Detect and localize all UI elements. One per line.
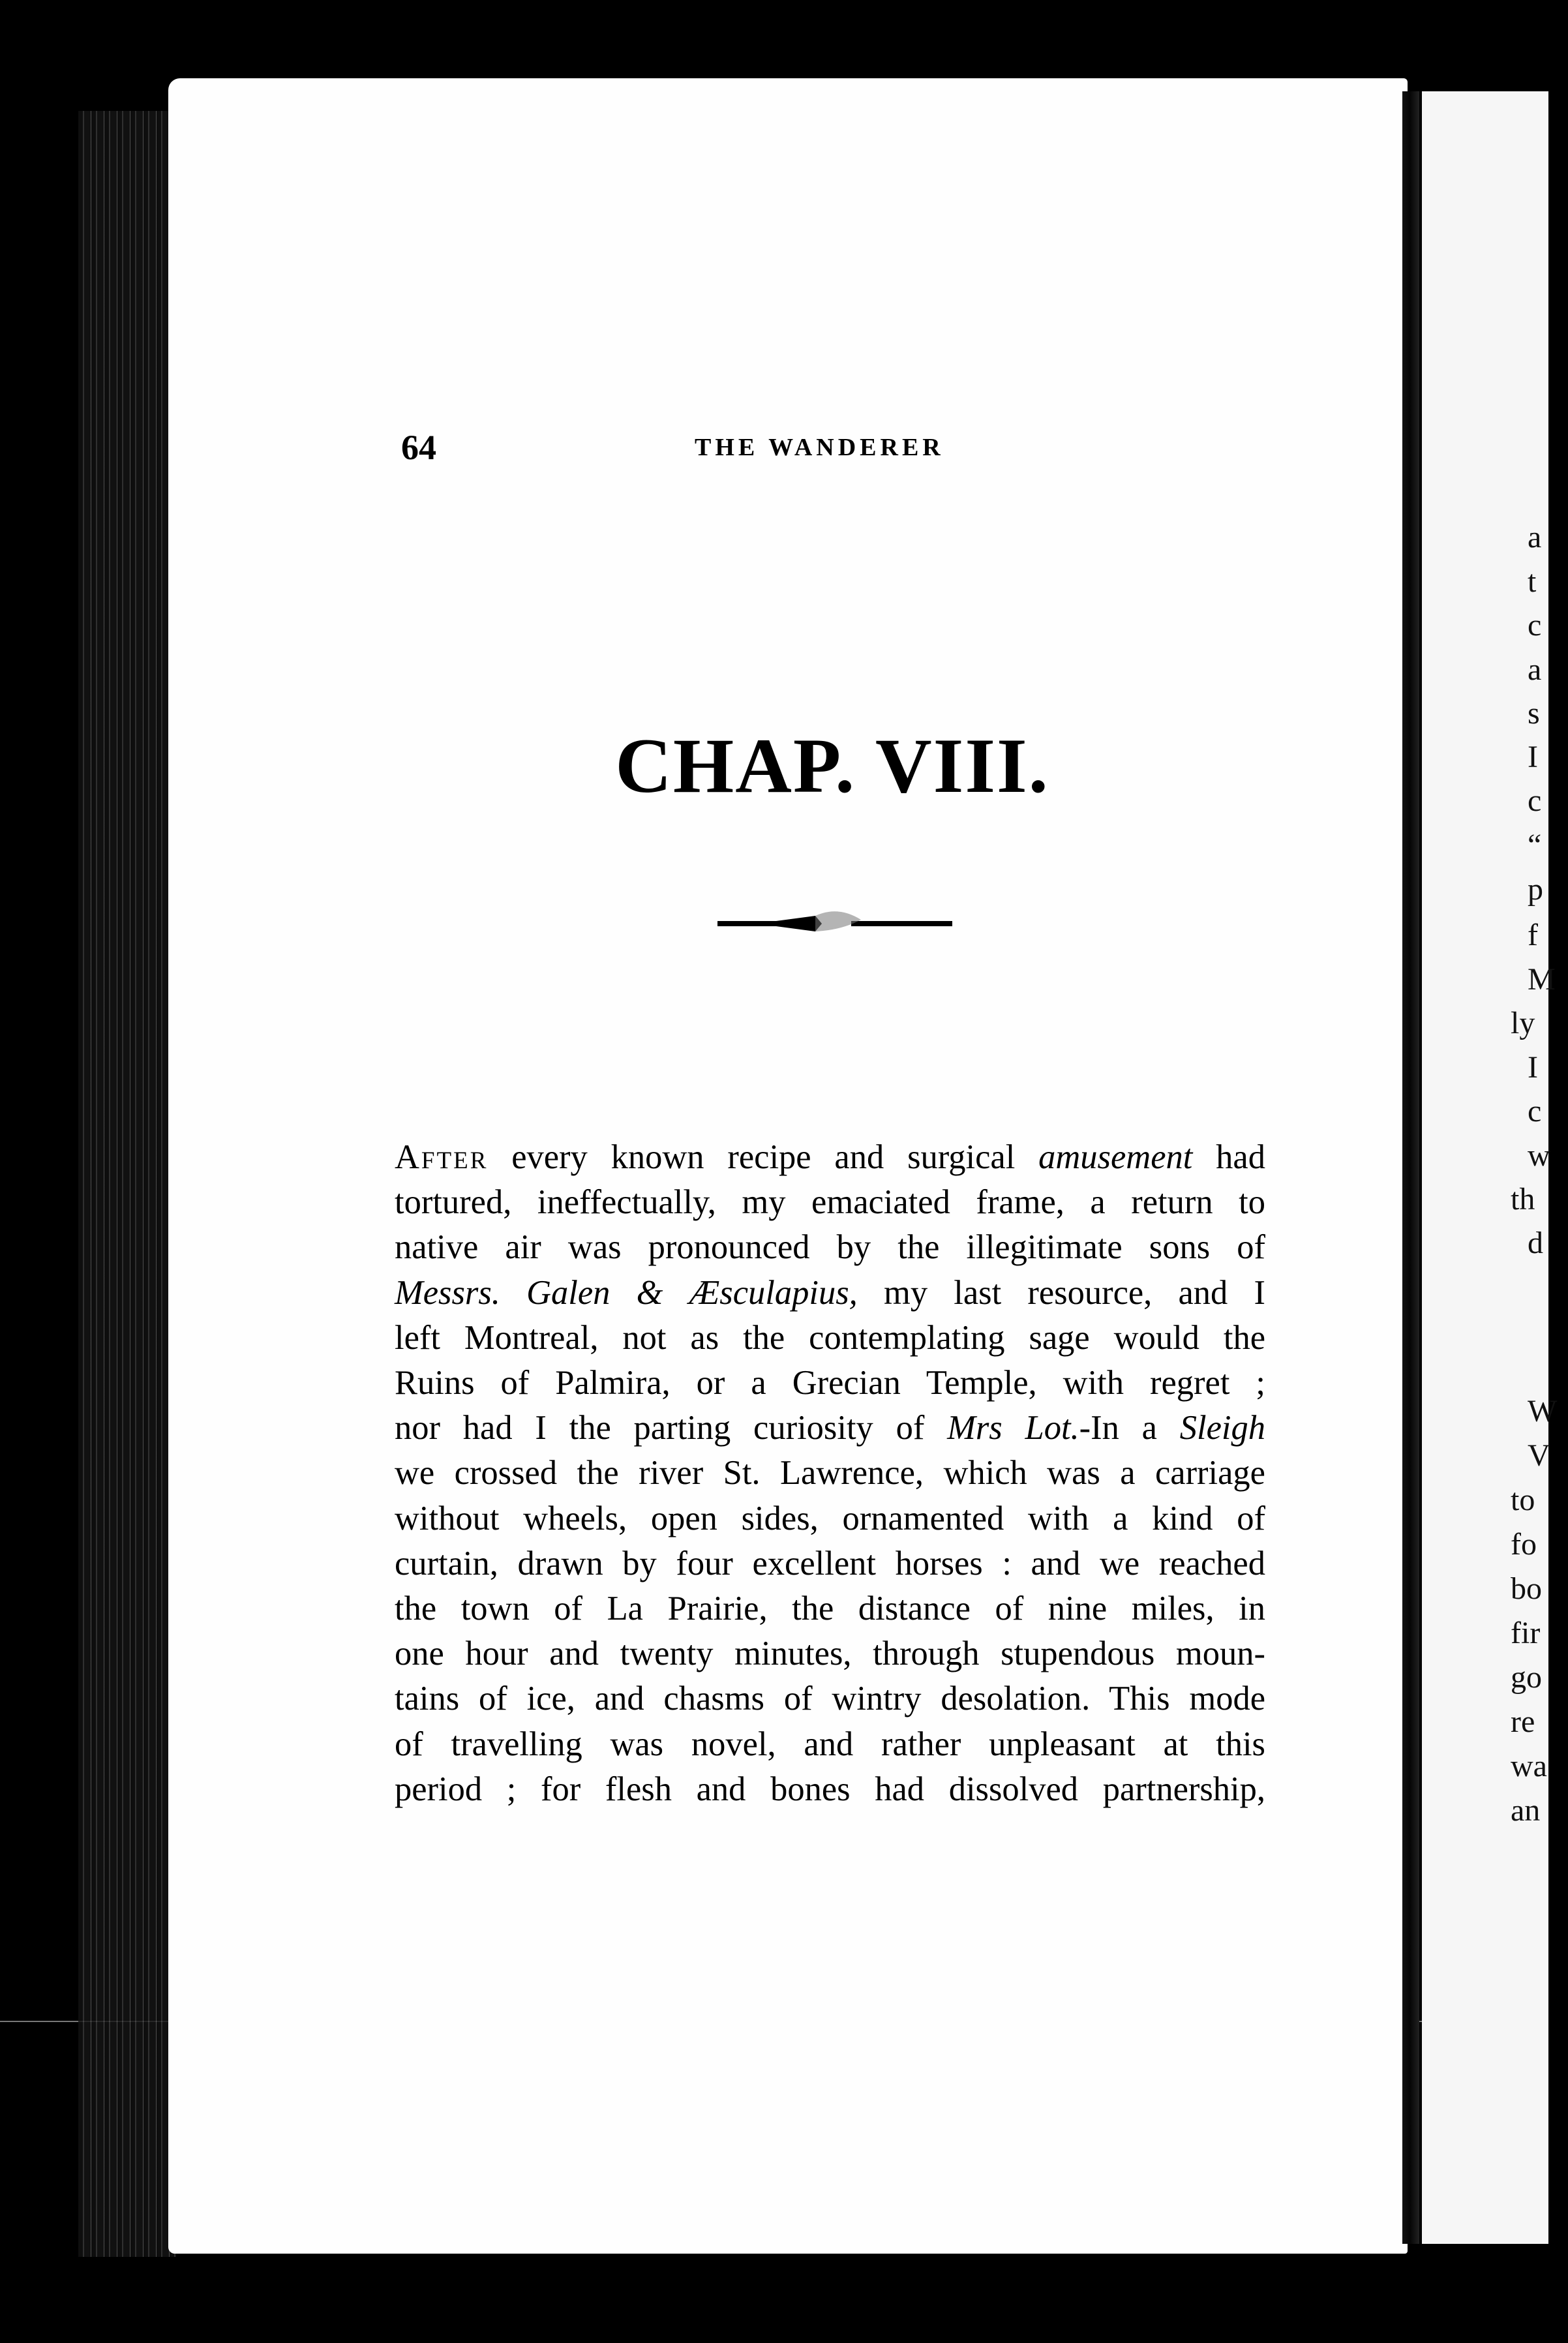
text-line <box>395 1767 1265 1812</box>
text-run: every known recipe and surgical <box>488 1138 1039 1176</box>
text-run: had <box>1192 1138 1265 1176</box>
book-gutter <box>1402 91 1419 2244</box>
text-run: we crossed the river St. Lawrence, which was a carriage <box>395 1454 1265 1492</box>
text-line <box>395 1451 1265 1496</box>
facing-page-fragment: t <box>1528 564 1537 599</box>
text-line <box>395 1225 1265 1270</box>
text-line <box>395 1316 1265 1361</box>
text-run: period ; for flesh and bones had dissolved partnership, <box>395 1770 1265 1808</box>
text-run: of travelling was novel, and rather unpleasant at this <box>395 1725 1265 1763</box>
ornament-divider <box>717 900 952 946</box>
text-line <box>395 1676 1265 1721</box>
facing-page-fragment: s <box>1528 696 1540 731</box>
text-line <box>395 1631 1265 1676</box>
facing-page-fragment: c <box>1528 608 1542 642</box>
facing-page-fragment: fo <box>1511 1527 1537 1562</box>
facing-page-fragment: a <box>1528 652 1542 687</box>
text-run: my last resource, and I <box>857 1273 1265 1312</box>
text-run: Ruins of Palmira, or a Grecian Temple, with regret ; <box>395 1364 1265 1402</box>
text-run: tains of ice, and chasms of wintry desolation. This mode <box>395 1680 1265 1718</box>
facing-page-fragment: a <box>1528 520 1542 554</box>
facing-page-fragment: re <box>1511 1704 1535 1739</box>
text-run: curtain, drawn by four excellent horses : and we reached <box>395 1544 1265 1582</box>
text-run: one hour and twenty minutes, through stupendous moun- <box>395 1635 1265 1673</box>
facing-page-fragment: bo <box>1511 1571 1542 1606</box>
chapter-paragraph <box>395 1135 1265 1812</box>
facing-page-fragment: V <box>1528 1438 1550 1473</box>
text-line <box>395 1496 1265 1541</box>
facing-page-fragment: I <box>1528 740 1538 774</box>
text-line <box>395 1135 1265 1180</box>
running-head: THE WANDERER <box>695 434 944 461</box>
text-line <box>395 1271 1265 1316</box>
text-line <box>395 1406 1265 1451</box>
text-run: Messrs. Galen & Æsculapius, <box>395 1273 858 1312</box>
facing-page-fragment: th <box>1511 1182 1535 1217</box>
book-edge-left <box>78 111 176 2257</box>
facing-page-fragment: M <box>1528 962 1556 997</box>
text-run: Sleigh <box>1179 1409 1265 1447</box>
facing-page-fragment: p <box>1528 872 1543 907</box>
text-line <box>395 1541 1265 1586</box>
text-run: After <box>395 1138 489 1176</box>
facing-page-fragment: I <box>1528 1050 1538 1085</box>
facing-page-fragment: c <box>1528 1094 1542 1128</box>
text-run: without wheels, open sides, ornamented with a kind of <box>395 1499 1265 1537</box>
text-run: nor had I the parting curiosity of <box>395 1409 948 1447</box>
text-run: tortured, ineffectually, my emaciated frame, a return to <box>395 1183 1265 1222</box>
text-run: the town of La Prairie, the distance of nine miles, in <box>395 1590 1265 1628</box>
facing-page-fragment: “ <box>1528 828 1542 862</box>
facing-page-fragment: c <box>1528 783 1542 818</box>
page-number: 64 <box>401 428 436 467</box>
text-line <box>395 1586 1265 1631</box>
text-run: left Montreal, not as the contemplating sage would the <box>395 1318 1265 1357</box>
text-run: native air was pronounced by the illegitimate sons of <box>395 1228 1265 1267</box>
text-run: Mrs Lot. <box>947 1409 1079 1447</box>
chapter-title: CHAP. VIII. <box>615 722 1049 809</box>
facing-page-fragment: to <box>1511 1483 1535 1517</box>
text-line <box>395 1722 1265 1767</box>
facing-page-fragment: go <box>1511 1660 1542 1695</box>
facing-page-fragment: w <box>1528 1138 1550 1173</box>
facing-page-fragment: fir <box>1511 1616 1541 1650</box>
text-run: amusement <box>1038 1138 1193 1176</box>
text-line <box>395 1180 1265 1225</box>
facing-page-fragment: d <box>1528 1226 1543 1260</box>
facing-page-fragment: wa <box>1511 1749 1547 1783</box>
text-run: -In a <box>1079 1409 1180 1447</box>
page-header <box>401 427 1269 473</box>
facing-page-fragment: f <box>1528 918 1538 952</box>
facing-page-fragment: ly <box>1511 1006 1535 1040</box>
facing-page-fragment: an <box>1511 1793 1541 1828</box>
text-line <box>395 1361 1265 1406</box>
facing-page-fragment: W <box>1528 1394 1558 1428</box>
